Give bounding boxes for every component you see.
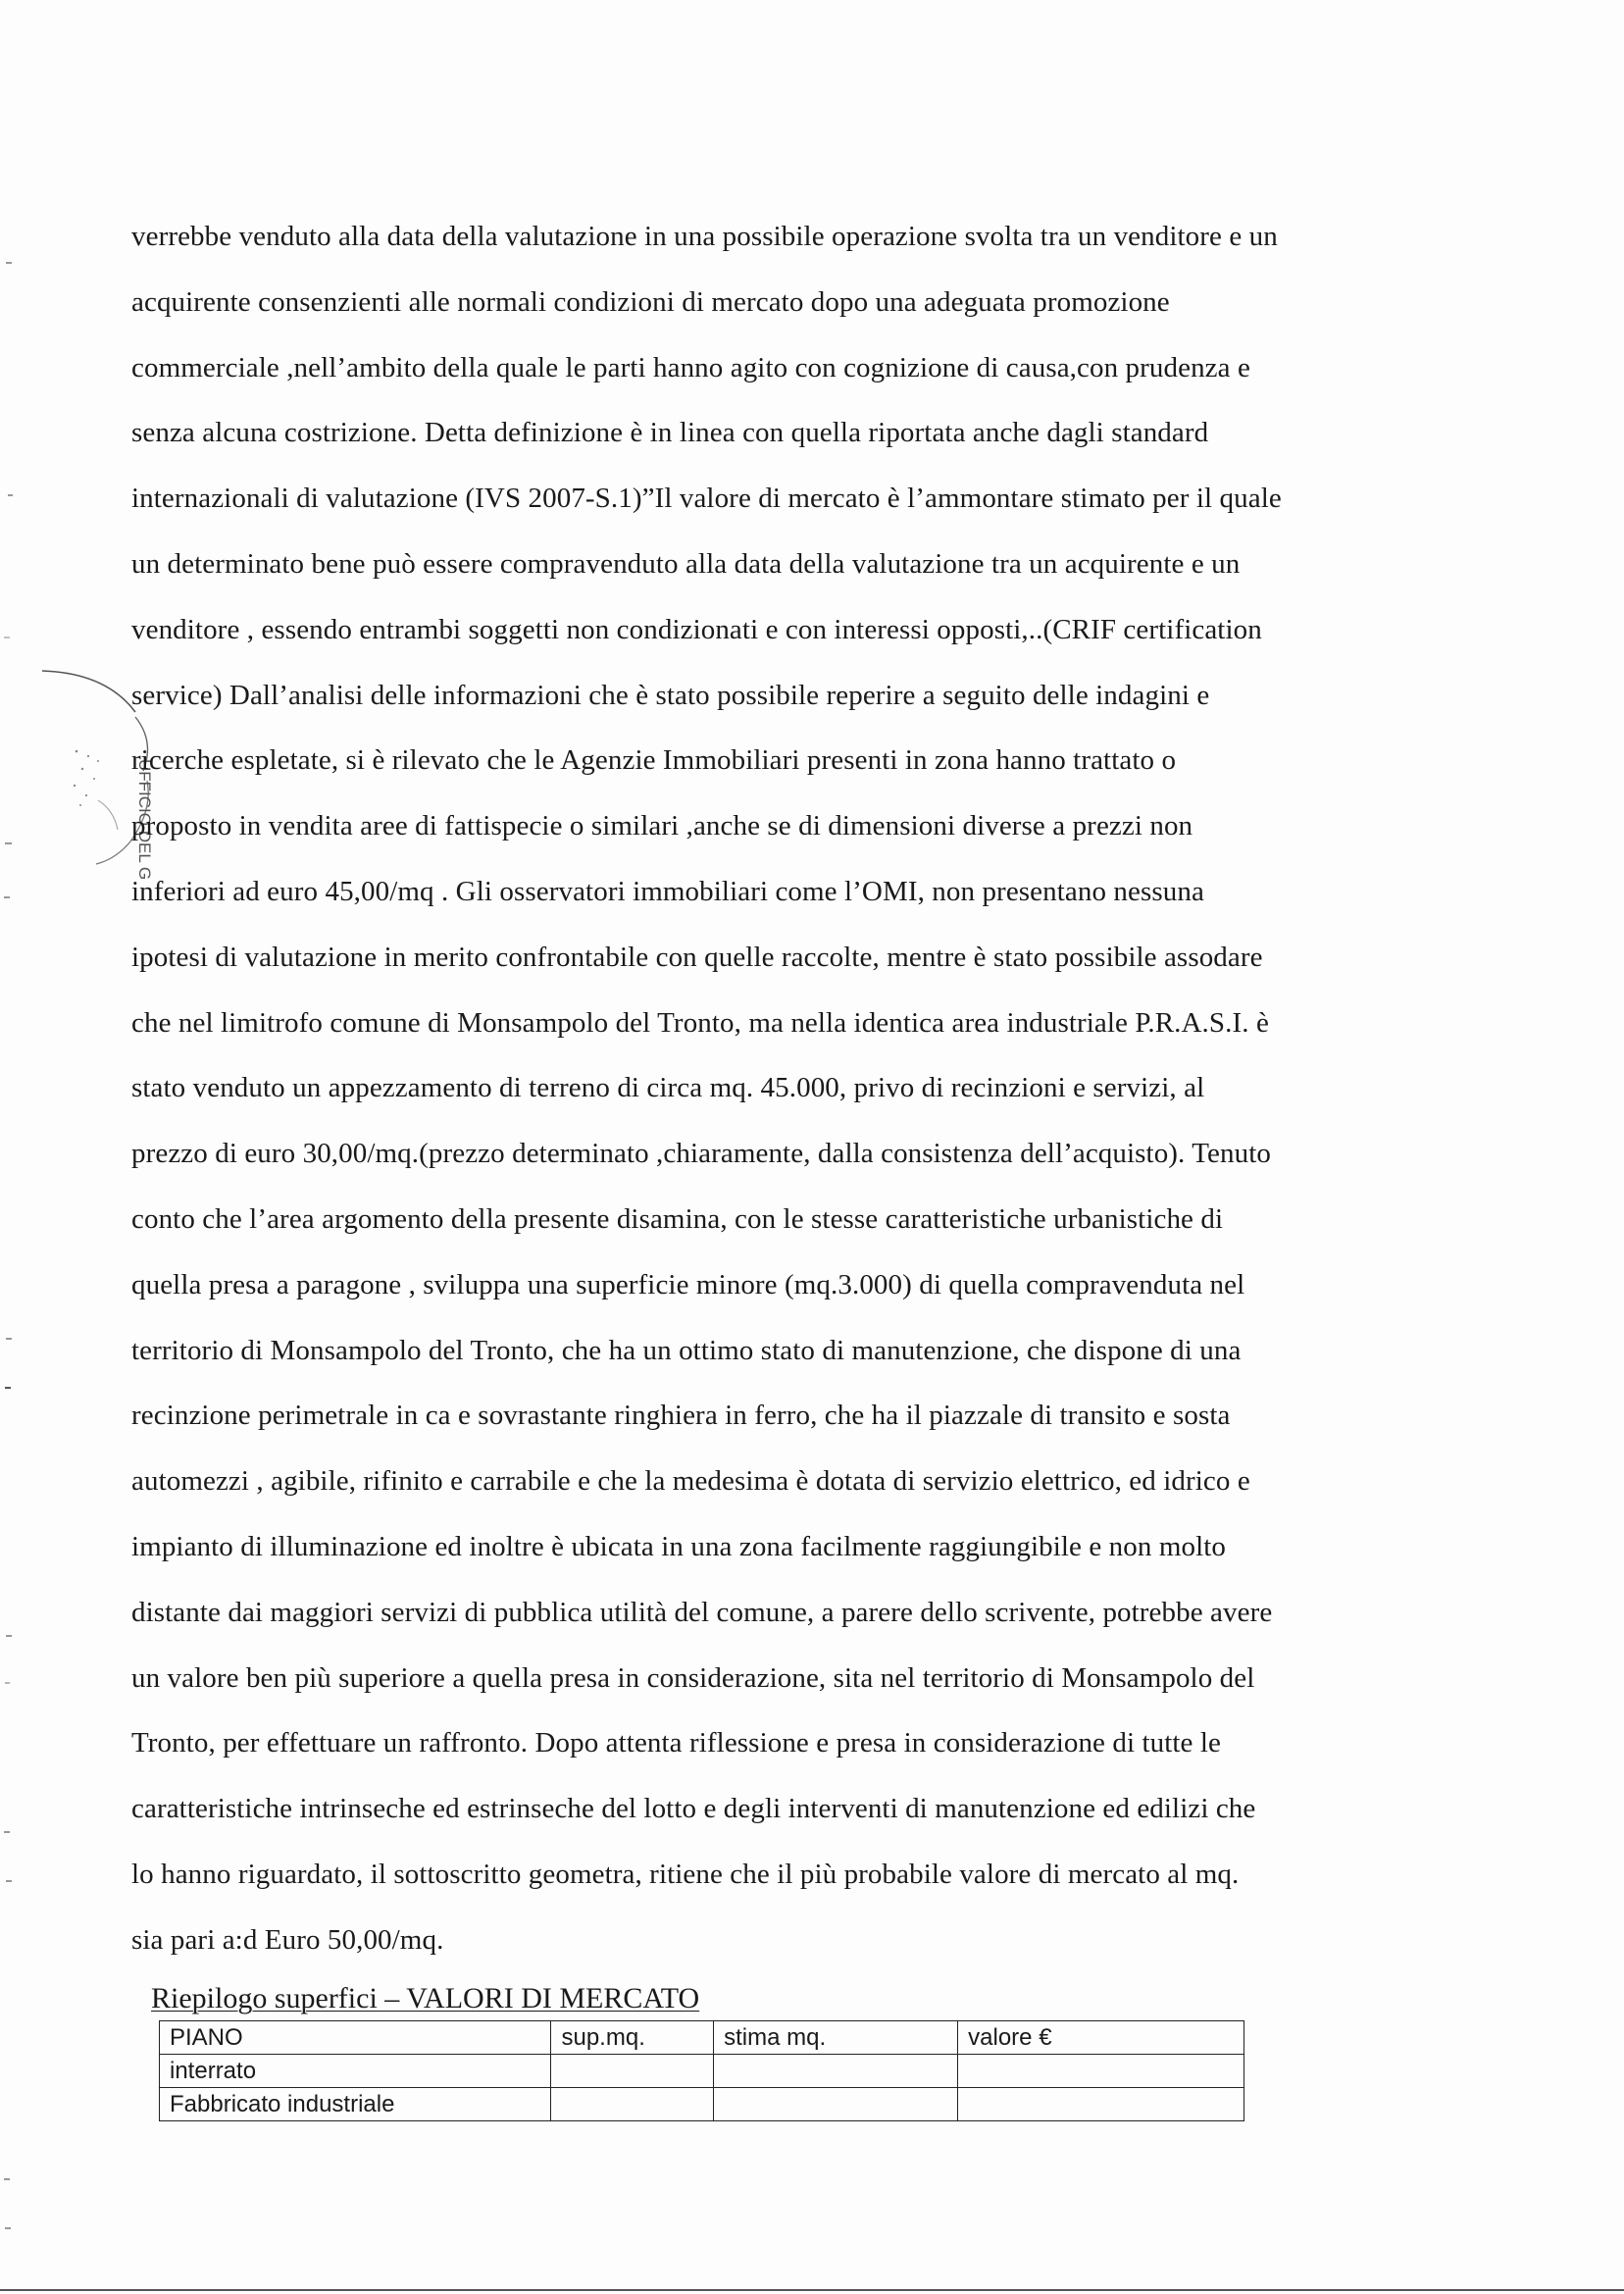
- text-line: Tronto, per effettuare un raffronto. Dopo attenta riflessione e presa in considerazione di tutte le: [131, 1727, 1222, 1759]
- column-header-stima-mq: stima mq.: [714, 2021, 958, 2055]
- text-line-final: sia pari a:d Euro 50,00/mq.: [131, 1923, 444, 1956]
- table-cell: Fabbricato industriale: [160, 2088, 551, 2121]
- text-line: conto che l’area argomento della presente disamina, con le stesse caratteristiche urbanistiche di: [131, 1202, 1224, 1235]
- text-line: impianto di illuminazione ed inoltre è ubicata in una zona facilmente raggiungibile e non molto: [131, 1530, 1227, 1562]
- table-cell: [714, 2055, 958, 2088]
- text-line: commerciale ,nell’ambito della quale le parti hanno agito con cognizione di causa,con prudenza e: [131, 351, 1250, 383]
- table-cell: [551, 2088, 714, 2121]
- table-row: [160, 2055, 1244, 2088]
- text-line: internazionali di valutazione (IVS 2007-S.1)”Il valore di mercato è l’ammontare stimato per il quale: [131, 483, 1282, 515]
- text-line: proposto in vendita aree di fattispecie o similari ,anche se di dimensioni diverse a prezzi non: [131, 810, 1193, 842]
- text-line: che nel limitrofo comune di Monsampolo del Tronto, ma nella identica area industriale P.R.A.S.I. è: [131, 1006, 1269, 1039]
- table-cell: [958, 2055, 1244, 2088]
- stamp-text: UFFICIO DEL G: [135, 759, 154, 881]
- text-line: senza alcuna costrizione. Detta definizione è in linea con quella riportata anche dagli standard: [131, 417, 1209, 449]
- text-line: lo hanno riguardato, il sottoscritto geometra, ritiene che il più probabile valore di mercato al mq.: [131, 1858, 1240, 1890]
- text-line: service) Dall’analisi delle informazioni che è stato possibile reperire a seguito delle indagini e: [131, 679, 1210, 711]
- market-values-table: [159, 2020, 1244, 2121]
- table-header-row: [160, 2021, 1244, 2055]
- text-line: territorio di Monsampolo del Tronto, che ha un ottimo stato di manutenzione, che dispone di una: [131, 1334, 1242, 1366]
- table-cell: [714, 2088, 958, 2121]
- text-line: acquirente consenzienti alle normali condizioni di mercato dopo una adeguata promozione: [131, 285, 1170, 318]
- text-line: prezzo di euro 30,00/mq.(prezzo determinato ,chiaramente, dalla consistenza dell’acquisto). Tenuto: [131, 1138, 1271, 1170]
- text-line: venditore , essendo entrambi soggetti non condizionati e con interessi opposti,..(CRIF certification: [131, 613, 1262, 645]
- body-paragraph: [131, 204, 1467, 1973]
- text-line: verrebbe venduto alla data della valutazione in una possibile operazione svolta tra un venditore e un: [131, 221, 1278, 252]
- table-caption: Riepilogo superfici – VALORI DI MERCATO: [151, 1982, 700, 2014]
- text-line: ricerche espletate, si è rilevato che le Agenzie Immobiliari presenti in zona hanno trattato o: [131, 744, 1177, 777]
- text-line: un determinato bene può essere compravenduto alla data della valutazione tra un acquirente e un: [131, 547, 1241, 580]
- column-header-valore: valore €: [958, 2021, 1244, 2055]
- text-line: un valore ben più superiore a quella presa in considerazione, sita nel territorio di Monsampolo del: [131, 1661, 1255, 1694]
- text-line: quella presa a paragone , sviluppa una superficie minore (mq.3.000) di quella compravenduta nel: [131, 1268, 1245, 1300]
- bottom-edge-rule: [0, 2289, 1624, 2291]
- table-row: [160, 2088, 1244, 2121]
- text-line: automezzi , agibile, rifinito e carrabile e che la medesima è dotata di servizio elettrico, ed idrico e: [131, 1465, 1250, 1498]
- margin-ticks: [0, 0, 20, 2294]
- text-line: distante dai maggiori servizi di pubblica utilità del comune, a parere dello scrivente, potrebbe avere: [131, 1596, 1273, 1628]
- table-cell: [551, 2055, 714, 2088]
- table-cell: interrato: [160, 2055, 551, 2088]
- table-cell: [958, 2088, 1244, 2121]
- text-line: inferiori ad euro 45,00/mq . Gli osservatori immobiliari come l’OMI, non presentano nessuna: [131, 875, 1204, 907]
- column-header-sup-mq: sup.mq.: [551, 2021, 714, 2055]
- column-header-piano: PIANO: [160, 2021, 551, 2055]
- text-line: ipotesi di valutazione in merito confrontabile con quelle raccolte, mentre è stato possibile assodare: [131, 941, 1263, 973]
- text-line: recinzione perimetrale in ca e sovrastante ringhiera in ferro, che ha il piazzale di transito e sosta: [131, 1400, 1231, 1432]
- text-line: stato venduto un appezzamento di terreno di circa mq. 45.000, privo di recinzioni e servizi, al: [131, 1072, 1205, 1104]
- text-line: caratteristiche intrinseche ed estrinseche del lotto e degli interventi di manutenzione ed edilizi che: [131, 1793, 1256, 1825]
